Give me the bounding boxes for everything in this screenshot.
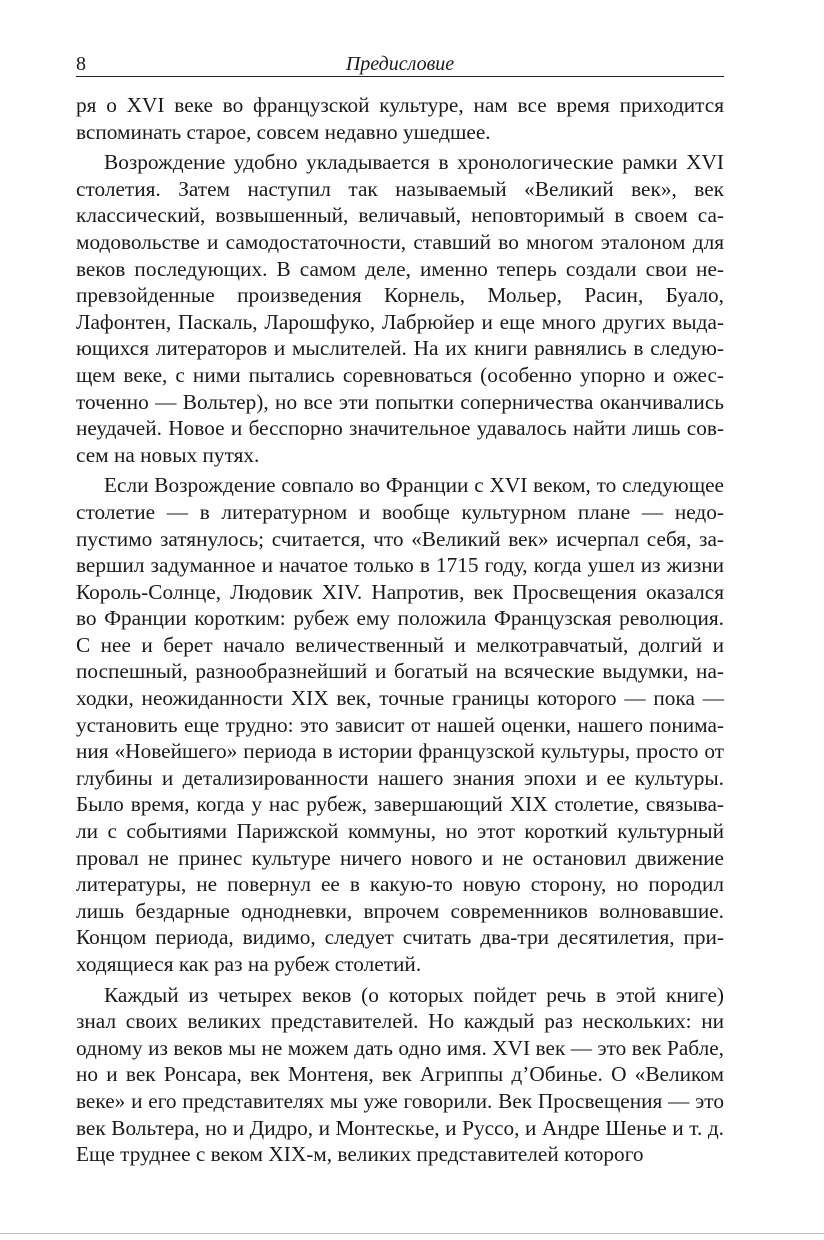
paragraph: Каждый из четырех веков (о которых пойдет речь в этой книге) знал своих великих представителей. Но каждый раз нескольких: ни одному из веков мы не можем дать одно имя. XVI век — это век Рабле, но и век Ронсара, век Монтеня, век Агриппы д’Обинье. О «Великом веке» и его представителях мы уже говорили. Век Просвещения — это век Вольтера, но и Дидро, и Монтескье, и Руссо, и Андре Шенье и т. д. Еще труднее с веком XIX-м, великих представителей которого	[76, 982, 724, 1167]
page-number: 8	[76, 53, 86, 75]
page-header	[76, 50, 724, 78]
running-head: Предисловие	[345, 53, 455, 75]
scan-edge-line	[0, 1233, 824, 1234]
paragraph: Если Возрождение совпало во Франции с XVI веком, то следующее столетие — в литературном и вообще культурном плане — недопустимо затянулось; считается, что «Великий век» исчерпал себя, завершил задуманное и начатое только в 1715 году, когда ушел из жизни Король-Солнце, Людовик XIV. Напротив, век Просвещения оказался во Франции коротким: рубеж ему положила Французская революция. С нее и берет начало величественный и мелкотравчатый, долгий и поспешный, разнообразнейший и богатый на всяческие выдумки, находки, неожиданности XIX век, точные границы которого — пока — установить еще трудно: это зависит от нашей оценки, нашего понимания «Новейшего» периода в истории французской культуры, просто от глубины и детализированности нашего знания эпохи и ее культуры. Было время, когда у нас рубеж, завершающий XIX столетие, связывали с событиями Парижской коммуны, но этот короткий культурный провал не принес культуре ничего нового и не остановил движение литературы, не повернул ее в какую-то новую сторону, но породил лишь бездарные однодневки, впрочем современников волновавшие. Концом периода, видимо, следует считать два-три десятилетия, приходящиеся как раз на рубеж столетий.	[76, 473, 724, 976]
paragraph-continued: ря о XVI веке во французской культуре, нам все время приходится вспоминать старое, совсем недавно ушедшее.	[76, 93, 724, 144]
header-rule	[76, 76, 724, 77]
paragraph: Возрождение удобно укладывается в хронологические рамки XVI столетия. Затем наступил так называемый «Великий век», век классический, возвышенный, величавый, неповторимый в своем самодовольстве и самодостаточности, ставший во многом эталоном для веков последующих. В самом деле, именно теперь создали свои непревзойденные произведения Корнель, Мольер, Расин, Буало, Лафонтен, Паскаль, Ларошфуко, Лабрюйер и еще много других выдающихся литераторов и мыслителей. На их книги равнялись в следующем веке, с ними пытались соревноваться (особенно упорно и ожесточенно — Вольтер), но все эти попытки соперничества оканчивались неудачей. Новое и бесспорно значительное удавалось найти лишь совсем на новых путях.	[76, 150, 724, 467]
body-text	[76, 92, 724, 1168]
